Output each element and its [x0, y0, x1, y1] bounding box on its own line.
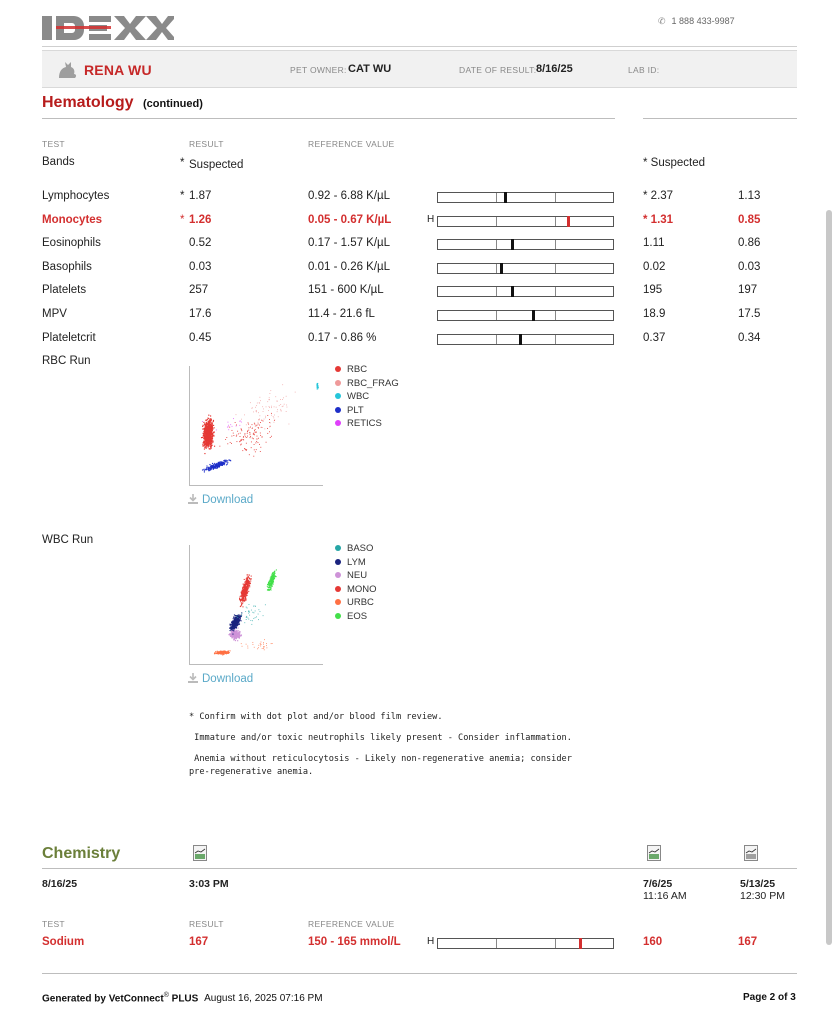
patient-bar — [42, 50, 797, 88]
plateletcrit-reference: 0.17 - 0.86 % — [308, 331, 377, 344]
prev1-time: 11:16 AM — [643, 890, 687, 902]
lymphocytes-flag: * — [180, 190, 185, 202]
plateletcrit-result: 0.45 — [189, 331, 212, 344]
legend-label: MONO — [347, 583, 377, 595]
range-bar-tick — [496, 240, 497, 249]
note-confirm: * Confirm with dot plot and/or blood film review. — [189, 712, 443, 722]
legend-dot — [335, 545, 341, 551]
wbc-download-link[interactable] — [188, 673, 253, 685]
range-bar-tick — [555, 939, 556, 948]
sodium-reference: 150 - 165 mmol/L — [308, 936, 401, 948]
legend-label: PLT — [347, 404, 364, 416]
range-bar-marker — [519, 334, 522, 345]
dot-cluster — [267, 569, 277, 591]
legend-label: WBC — [347, 391, 370, 402]
monocytes-reference: 0.05 - 0.67 K/µL — [308, 213, 392, 226]
eosinophils-reference: 0.17 - 1.57 K/µL — [308, 237, 391, 250]
mpv-prev1: 18.9 — [643, 308, 666, 320]
generated-by-plus: PLUS — [171, 993, 199, 1005]
prev2-date: 5/13/25 — [740, 878, 776, 890]
bands-result: Suspected — [189, 159, 244, 171]
bands-prev1: * Suspected — [643, 157, 706, 169]
basophils-prev1: 0.02 — [643, 260, 666, 273]
plateletcrit-prev1: 0.37 — [643, 331, 666, 344]
monocytes-result: 1.26 — [189, 213, 212, 226]
platelets-result: 257 — [189, 284, 209, 297]
prev2-time: 12:30 PM — [740, 890, 785, 902]
range-bar-tick — [555, 240, 556, 249]
plateletcrit-range-bar — [437, 334, 614, 345]
legend-label: NEU — [347, 570, 368, 581]
col-result-header: RESULT — [189, 139, 224, 149]
monocytes-prev1: * 1.31 — [643, 213, 674, 226]
wbc-legend-item — [335, 597, 374, 608]
rbc-download-text[interactable]: Download — [202, 494, 254, 506]
mpv-result: 17.6 — [189, 308, 212, 320]
monocytes-hl-flag: H — [427, 213, 435, 225]
dot-cluster — [219, 413, 274, 457]
range-bar-tick — [555, 311, 556, 320]
monocytes-flag: * — [180, 213, 185, 226]
basophils-range-bar — [437, 263, 614, 274]
wbc-legend-item — [335, 570, 367, 581]
wbc-legend-item — [335, 557, 366, 568]
eosinophils-name: Eosinophils — [42, 237, 101, 250]
generated-by — [42, 992, 323, 1004]
lymphocytes-result: 1.87 — [189, 190, 212, 202]
note-anemia: Anemia without reticulocytosis - Likely non-regenerative anemia; consider pre-regenerative anemia. — [189, 754, 572, 777]
plateletcrit-name: Plateletcrit — [42, 331, 96, 344]
scrollbar[interactable] — [826, 210, 832, 945]
legend-dot — [335, 599, 341, 605]
sodium-result: 167 — [189, 936, 209, 948]
trend-chart-icon[interactable] — [647, 845, 661, 861]
wbc-legend-item — [335, 543, 373, 554]
legend-dot — [335, 559, 341, 565]
sodium-prev2: 167 — [738, 936, 758, 948]
basophils-result: 0.03 — [189, 260, 212, 273]
chemistry-rule — [42, 868, 797, 869]
chemistry-title: Chemistry — [42, 845, 121, 862]
sodium-range-bar — [437, 938, 614, 949]
chemistry-time: 3:03 PM — [189, 878, 229, 890]
rbc-dot-plot — [189, 366, 323, 486]
legend-dot — [335, 586, 341, 592]
result-date: 8/16/25 — [536, 63, 573, 75]
trend-chart-icon[interactable] — [193, 845, 207, 861]
patient-name: RENA WU — [84, 62, 152, 78]
bands-flag: * — [180, 157, 185, 169]
owner-name: CAT WU — [348, 63, 392, 75]
sodium-prev1: 160 — [643, 936, 663, 948]
platelets-range-bar — [437, 286, 614, 297]
range-bar-tick — [496, 939, 497, 948]
wbc-legend-item — [335, 584, 377, 595]
legend-label: BASO — [347, 543, 374, 554]
legend-label: URBC — [347, 597, 374, 608]
lymphocytes-reference: 0.92 - 6.88 K/µL — [308, 190, 391, 202]
hematology-title: Hematology — [42, 94, 134, 111]
plateletcrit-prev2: 0.34 — [738, 331, 761, 344]
wbc-run-label: WBC Run — [42, 534, 94, 546]
range-bar-tick — [496, 217, 497, 226]
rbc-run-label: RBC Run — [42, 355, 91, 367]
range-bar-tick — [496, 287, 497, 296]
basophils-name: Basophils — [42, 260, 92, 273]
generated-by-text: Generated by VetConnect — [42, 993, 164, 1005]
mpv-reference: 11.4 - 21.6 fL — [308, 308, 375, 320]
mpv-name: MPV — [42, 308, 67, 320]
range-bar-tick — [496, 335, 497, 344]
range-bar-marker — [567, 216, 570, 227]
range-bar-tick — [555, 193, 556, 202]
legend-dot — [335, 380, 341, 386]
range-bar-tick — [555, 287, 556, 296]
owner-label: PET OWNER: — [290, 65, 347, 75]
range-bar-tick — [555, 264, 556, 273]
phone-number — [658, 16, 735, 27]
hematology-subtitle: (continued) — [143, 98, 203, 110]
cat-icon — [56, 58, 78, 80]
lymphocytes-prev2: 1.13 — [738, 190, 761, 202]
range-bar-marker — [504, 192, 507, 203]
note-neutrophils: Immature and/or toxic neutrophils likely present - Consider inflammation. — [189, 733, 572, 743]
dot-cluster — [236, 604, 265, 625]
phone-text: 1 888 433-9987 — [671, 16, 735, 26]
legend-dot — [335, 420, 341, 426]
rbc-download-link[interactable] — [188, 494, 253, 506]
wbc-download-text[interactable]: Download — [202, 673, 254, 685]
monocytes-range-bar — [437, 216, 614, 227]
footer-rule — [42, 973, 797, 974]
rbc-legend-item — [335, 364, 367, 375]
legend-dot — [335, 407, 341, 413]
eosinophils-prev1: 1.11 — [643, 237, 665, 250]
platelets-name: Platelets — [42, 284, 87, 297]
prev1-date: 7/6/25 — [643, 878, 673, 890]
range-bar-tick — [496, 264, 497, 273]
rbc-legend-item — [335, 391, 369, 402]
history-rule — [643, 118, 797, 119]
basophils-prev2: 0.03 — [738, 260, 761, 273]
trend-chart-icon[interactable] — [744, 845, 758, 861]
result-date-label: DATE OF RESULT: — [459, 65, 537, 75]
monocytes-name: Monocytes — [42, 213, 103, 226]
wbc-dot-plot — [189, 545, 323, 665]
mpv-range-bar — [437, 310, 614, 321]
header-rule — [42, 46, 797, 47]
dot-cluster — [201, 415, 215, 455]
lymphocytes-name: Lymphocytes — [42, 190, 110, 202]
bands-name: Bands — [42, 156, 75, 168]
lymphocytes-range-bar — [437, 192, 614, 203]
col-reference-header: REFERENCE VALUE — [308, 139, 395, 149]
eosinophils-range-bar — [437, 239, 614, 250]
legend-label: RBC_FRAG — [347, 377, 399, 389]
dot-cluster — [214, 650, 231, 655]
range-bar-tick — [496, 193, 497, 202]
eosinophils-prev2: 0.86 — [738, 237, 761, 250]
range-bar-marker — [579, 938, 582, 949]
mpv-prev2: 17.5 — [738, 308, 761, 320]
rbc-legend-item — [335, 405, 364, 416]
legend-dot — [335, 393, 341, 399]
chem-col-result-header: RESULT — [189, 919, 224, 929]
hematology-rule — [42, 118, 615, 119]
basophils-reference: 0.01 - 0.26 K/µL — [308, 260, 391, 273]
lab-id-label: LAB ID: — [628, 65, 660, 75]
page-indicator: Page 2 of 3 — [743, 992, 796, 1003]
dot-cluster — [316, 383, 318, 390]
legend-dot — [335, 366, 341, 372]
idexx-logo — [42, 14, 174, 42]
sodium-name: Sodium — [42, 936, 85, 948]
monocytes-prev2: 0.85 — [738, 213, 761, 226]
dot-cluster — [241, 639, 273, 650]
dot-cluster — [239, 574, 252, 607]
lymphocytes-prev1: * 2.37 — [643, 190, 674, 202]
legend-label: LYM — [347, 556, 366, 568]
phone-icon: ✆ — [658, 16, 666, 26]
legend-label: EOS — [347, 610, 368, 622]
range-bar-marker — [500, 263, 503, 274]
platelets-prev1: 195 — [643, 284, 663, 297]
eosinophils-result: 0.52 — [189, 237, 212, 250]
platelets-prev2: 197 — [738, 284, 758, 297]
range-bar-tick — [496, 311, 497, 320]
registered-mark: ® — [163, 992, 169, 999]
range-bar-tick — [555, 217, 556, 226]
legend-dot — [335, 572, 341, 578]
rbc-legend-item — [335, 418, 382, 429]
col-test-header: TEST — [42, 139, 65, 149]
chem-col-test-header: TEST — [42, 919, 65, 929]
rbc-legend-item — [335, 378, 399, 389]
range-bar-tick — [555, 335, 556, 344]
chemistry-date: 8/16/25 — [42, 878, 78, 890]
legend-dot — [335, 613, 341, 619]
sodium-hl-flag: H — [427, 936, 435, 947]
download-icon — [188, 673, 198, 683]
range-bar-marker — [511, 239, 514, 250]
platelets-reference: 151 - 600 K/µL — [308, 284, 384, 297]
chem-col-reference-header: REFERENCE VALUE — [308, 919, 395, 929]
dot-cluster — [202, 459, 231, 472]
range-bar-marker — [511, 286, 514, 297]
dot-cluster — [236, 384, 296, 429]
generated-timestamp: August 16, 2025 07:16 PM — [204, 993, 323, 1005]
wbc-legend-item — [335, 611, 367, 622]
legend-label: RETICS — [347, 418, 382, 429]
range-bar-marker — [532, 310, 535, 321]
download-icon — [188, 494, 198, 504]
legend-label: RBC — [347, 364, 368, 375]
